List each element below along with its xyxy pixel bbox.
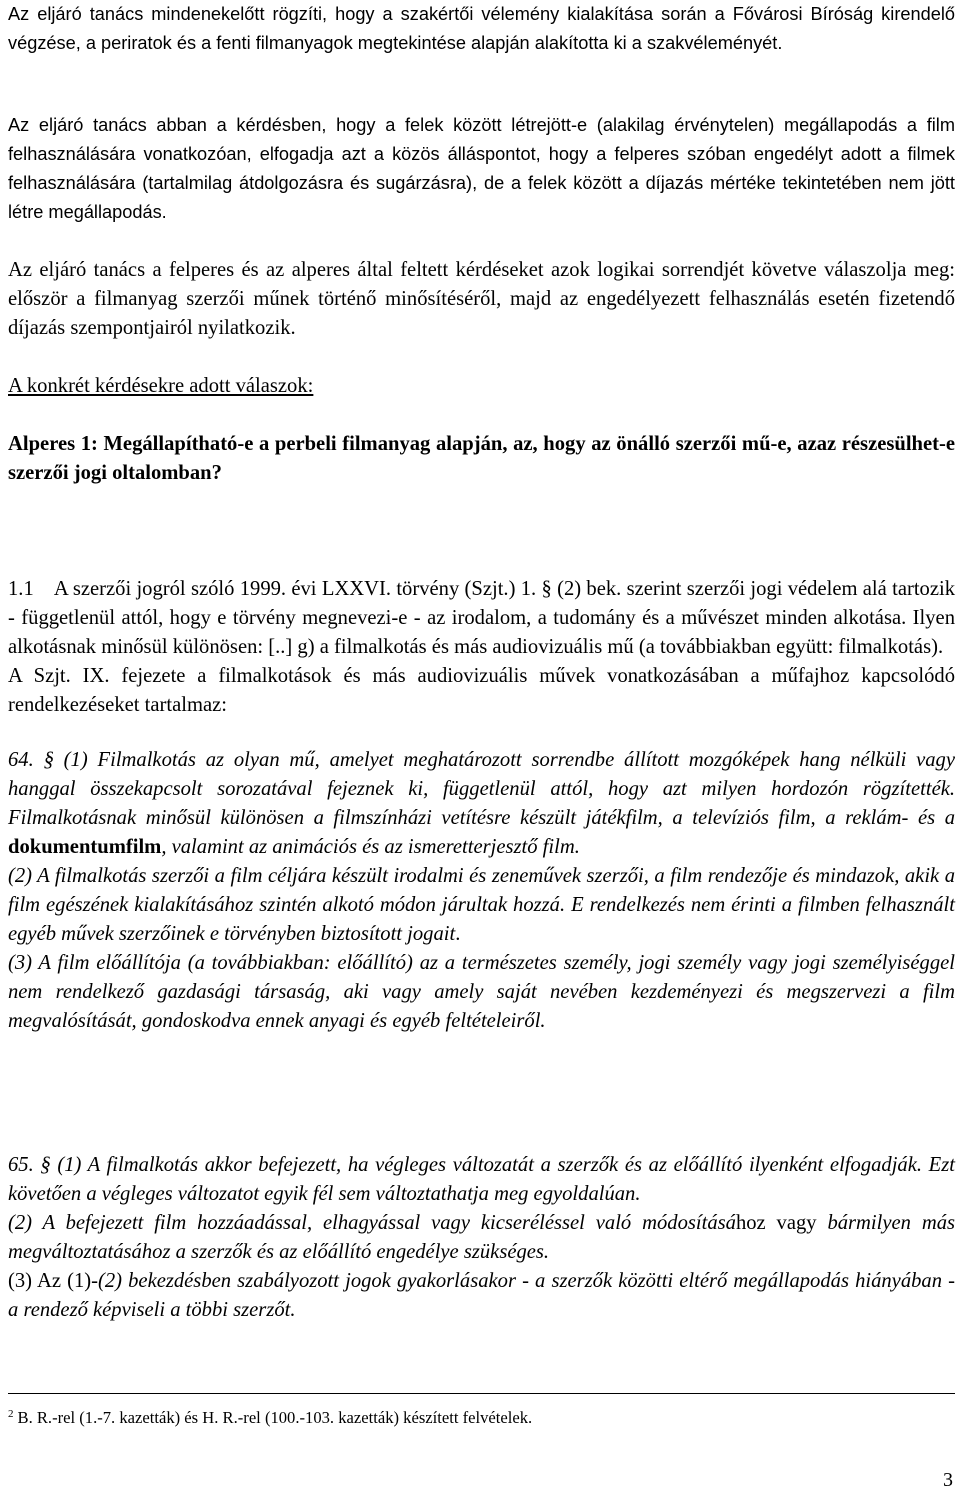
- statute-64-2: (2) A filmalkotás szerzői a film céljára készült irodalmi és zeneművek szerzői, a film rendezője és mindazok, akik a film egészének kialakításához szintén alkotó módon járultak hozzá. E rendelkezés nem érinti a filmben felhasznált egyéb művek szerzőinek e törvényben biztosított jogait.: [8, 865, 955, 945]
- answers-heading: A konkrét kérdésekre adott válaszok:: [8, 375, 314, 397]
- statute-65-1: 65. § (1) A filmalkotás akkor befejezett, ha végleges változatát a szerzők és az előállító ilyenként elfogadják. Ezt követően a végleges változatot egyik fél sem változtathatja meg egyoldalúan.: [8, 1154, 955, 1205]
- footnote-text: B. R.-rel (1.-7. kazetták) és H. R.-rel (100.-103. kazetták) készített felvételek.: [17, 1408, 533, 1427]
- chapter-ix-paragraph: A Szjt. IX. fejezete a filmalkotások és más audiovizuális művek vonatkozásában a műfajhoz kapcsolódó rendelkezéseket tartalmaz:: [8, 665, 955, 716]
- section-1-1-paragraph: 1.1 A szerzői jogról szóló 1999. évi LXXVI. törvény (Szjt.) 1. § (2) bek. szerint szerzői jogi védelem alá tartozik - függetlenül attól, hogy e törvény megnevezi-e - az irodalom, a tudomány és a művészet minden alkotása. Ilyen alkotásnak minősül különösen: [..] g) a filmalkotás és más audiovizuális mű (a továbbiakban együtt: filmalkotás).: [8, 578, 960, 658]
- statute-64-1: 64. § (1) Filmalkotás az olyan mű, amelyet meghatározott sorrendbe állított mozgóképek hang nélküli vagy hanggal összekapcsolt sorozatával fejeznek ki, függetlenül attól, hogy azt milyen hordozón rögzítették. Filmalkotásnak minősül különösen a filmszínházi vetítésre készült játékfilm, a televíziós film, a reklám- és a dokumentumfilm, valamint az animációs és az ismeretterjesztő film.: [8, 749, 955, 858]
- question-heading: Alperes 1: Megállapítható-e a perbeli filmanyag alapján, az, hogy az önálló szerzői mű-e, azaz részesülhet-e szerzői jogi oltalomban?: [8, 433, 955, 484]
- statute-64-3: (3) A film előállítója (a továbbiakban: előállító) az a természetes személy, jogi személy vagy jogi személyiséggel nem rendelkező gazdasági társaság, aki vagy amely saját nevében kezdeményezi és megszervezi a film megvalósítását, gondoskodva ennek anyagi és egyéb feltételeiről.: [8, 952, 955, 1032]
- page-number: 3: [943, 1469, 953, 1491]
- footnote: [8, 1403, 532, 1429]
- footnote-separator: [8, 1393, 955, 1394]
- question-order-paragraph: Az eljáró tanács a felperes és az alperes által feltett kérdéseket azok logikai sorrendjét követve válaszolja meg: először a filmanyag szerzői műnek történő minősítéséről, majd az engedélyezett felhasználás esetén fizetendő díjazás szempontjairól nyilatkozik.: [8, 259, 955, 339]
- statute-65-2: (2) A befejezett film hozzáadással, elhagyással vagy kicseréléssel való módosításához vagy bármilyen más megváltoztatásához a szerzők és az előállító engedélye szükséges.: [8, 1212, 956, 1263]
- footnote-marker: 2: [8, 1408, 14, 1420]
- intro-paragraph: Az eljáró tanács mindenekelőtt rögzíti, hogy a szakértői vélemény kialakítása során a Fővárosi Bíróság kirendelő végzése, a periratok és a fenti filmanyagok megtekintése alapján alakította ki a szakvéleményét.: [8, 4, 955, 53]
- statute-65-quote: [8, 1151, 955, 1325]
- agreement-paragraph: Az eljáró tanács abban a kérdésben, hogy a felek között létrejött-e (alakilag érvénytelen) megállapodás a film felhasználására vonatkozóan, elfogadja azt a közös álláspontot, hogy a felperes szóban engedélyt adott a filmek felhasználására (tartalmilag átdolgozásra és sugárzásra), de a felek között a díjazás mértéke tekintetében nem jött létre megállapodás.: [8, 115, 955, 222]
- statute-65-3: (3) Az (1)-(2) bekezdésben szabályozott jogok gyakorlásakor - a szerzők közötti eltérő megállapodás hiányában - a rendező képviseli a többi szerzőt.: [8, 1270, 955, 1321]
- statute-64-quote: [8, 746, 955, 1036]
